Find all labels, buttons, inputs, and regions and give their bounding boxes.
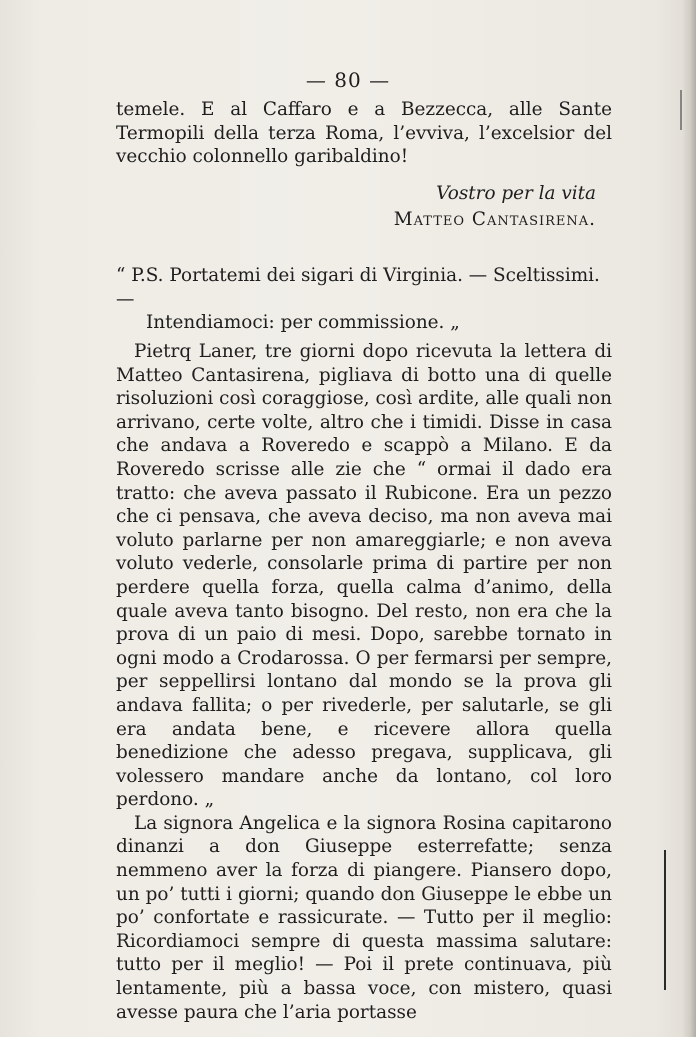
letter-ending-text: temele. E al Caffaro e a Bezzecca, alle Sante Termopili della terza Roma, l’evviva, l’excelsior del vecchio colonnello garibaldino! — [116, 99, 612, 168]
paragraph-2: La signora Angelica e la signora Rosina capitarono dinanzi a don Giuseppe esterrefatte; senza nemmeno aver la forza di piangere. Piansero dopo, un po’ tutti i giorni; quando don Giuseppe le ebbe un po’ confortate e rassicurate. — Tutto per il meglio: Ricordiamoci sempre di questa massima salutare: tutto per il meglio! — Poi il prete continuava, più lentamente, più a bassa voce, con mistero, quasi avesse paura che l’aria portasse — [116, 812, 612, 1023]
page-edge-shadow — [682, 0, 696, 1037]
postscript — [116, 264, 616, 335]
margin-scan-mark — [664, 850, 666, 990]
letter-signature — [394, 181, 596, 233]
body-text — [116, 340, 612, 1024]
page-number: — 80 — — [305, 68, 391, 92]
postscript-line-1: “ P.S. Portatemi dei sigari di Virginia. — Sceltissimi. — — [116, 265, 600, 310]
paragraph-1: Pietrq Laner, tre giorni dopo ricevuta la lettera di Matteo Cantasirena, pigliava di botto una di quelle risoluzioni così coraggiose, così ardite, alle quali non arrivano, certe volte, altro che i timidi. Disse in casa che andava a Roveredo e scappò a Milano. E da Roveredo scrisse alle zie che “ ormai il dado era tratto: che aveva passato il Rubicone. Era un pezzo che ci pensava, che aveva deciso, ma non aveva mai voluto parlarne per non amareggiarle; e non aveva voluto vederle, consolarle prima di partire per non perdere quella forza, quella calma d’animo, della quale aveva tanto bisogno. Del resto, non era che la prova di un paio di mesi. Dopo, sarebbe tornato in ogni modo a Crodarossa. O per fermarsi per sempre, per seppellirsi lontano dal mondo se la prova gli andava fallita; o per rivederle, per salutarle, se gli era andata bene, e ricevere allora quella benedizione che adesso pregava, supplicava, gli volessero mandare anche da lontano, col loro perdono. „ — [116, 341, 612, 811]
margin-scan-mark-top — [680, 90, 682, 130]
signature-closing: Vostro per la vita — [436, 183, 596, 204]
postscript-line-2: Intendiamoci: per commissione. „ — [146, 312, 460, 334]
signature-name: Matteo Cantasirena. — [393, 209, 596, 230]
letter-ending — [116, 98, 612, 169]
